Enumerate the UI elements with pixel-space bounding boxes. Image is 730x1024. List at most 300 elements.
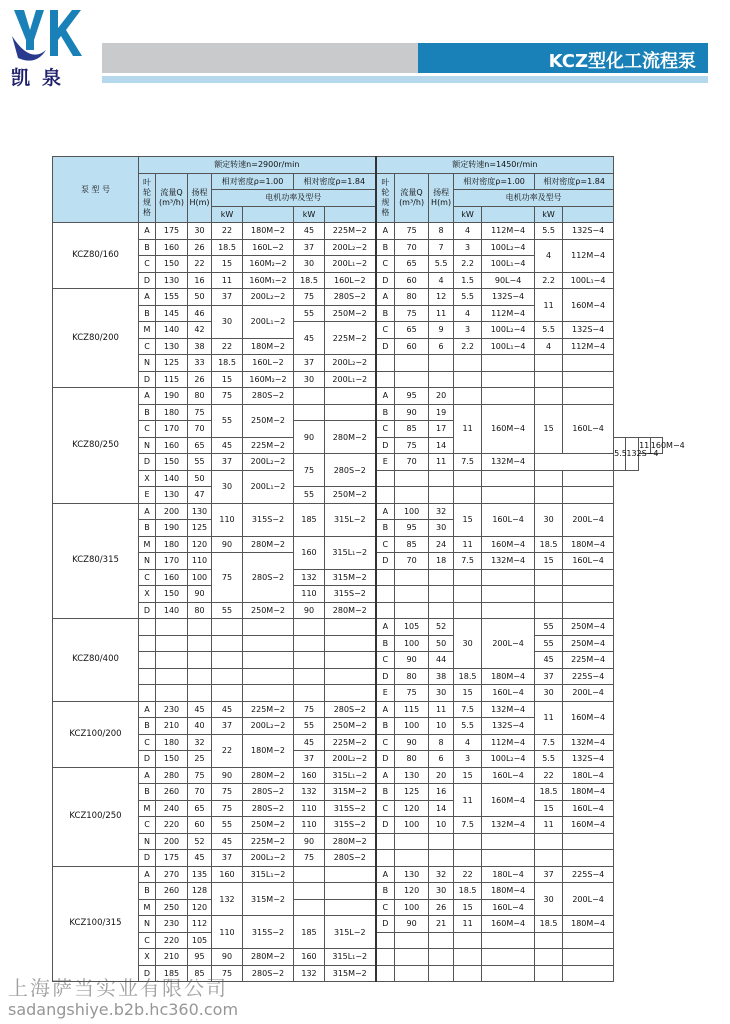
table-cell: 60 <box>395 338 429 355</box>
table-cell: 80 <box>395 668 429 685</box>
table-cell <box>482 355 535 372</box>
table-cell: 280M−2 <box>325 421 376 454</box>
table-cell: 8 <box>429 223 454 240</box>
header-underline <box>102 76 708 83</box>
table-cell: 120 <box>395 800 429 817</box>
table-cell: 11 <box>535 817 563 834</box>
table-cell: 160M₂−2 <box>243 256 294 273</box>
table-cell <box>429 487 454 504</box>
table-cell: B <box>376 239 395 256</box>
table-cell: 100L₂−4 <box>482 322 535 339</box>
table-cell <box>429 371 454 388</box>
table-cell: 280S−2 <box>243 800 294 817</box>
table-cell: 250M−2 <box>325 718 376 735</box>
table-cell: 26 <box>188 239 212 256</box>
table-cell: 75 <box>294 850 325 867</box>
table-cell: 95 <box>395 520 429 537</box>
table-row <box>53 536 663 553</box>
table-cell: 75 <box>212 800 243 817</box>
table-cell: 112M−4 <box>482 734 535 751</box>
table-cell: M <box>139 536 156 553</box>
table-cell: 125 <box>395 784 429 801</box>
table-cell: 225S−4 <box>563 668 614 685</box>
table-cell <box>482 602 535 619</box>
table-cell: B <box>376 305 395 322</box>
table-cell: 90 <box>294 421 325 454</box>
table-cell: D <box>376 817 395 834</box>
table-cell: 45 <box>294 322 325 355</box>
model-cell: KCZ100/315 <box>53 866 139 982</box>
table-cell: 75 <box>212 553 243 603</box>
table-cell: 225M−2 <box>325 223 376 240</box>
table-cell: 50 <box>188 289 212 306</box>
table-cell: B <box>139 404 156 421</box>
table-cell: 22 <box>535 767 563 784</box>
table-cell: B <box>376 718 395 735</box>
table-cell: 30 <box>429 685 454 702</box>
table-cell: 110 <box>212 916 243 949</box>
col-header-impeller: 叶 轮 规 格 <box>376 173 395 223</box>
table-cell: 55 <box>294 487 325 504</box>
table-cell: 150 <box>156 256 188 273</box>
table-cell: X <box>139 470 156 487</box>
table-cell: 200L₂−2 <box>243 454 294 471</box>
table-cell <box>188 652 212 669</box>
table-cell: 55 <box>535 619 563 636</box>
table-cell: 115 <box>156 371 188 388</box>
table-cell: 180M−4 <box>563 536 614 553</box>
table-cell <box>482 965 535 982</box>
table-cell: 60 <box>395 272 429 289</box>
table-cell: 80 <box>188 602 212 619</box>
table-cell: 280M−2 <box>243 949 294 966</box>
table-row <box>53 239 663 256</box>
table-cell: 250M−2 <box>243 404 294 437</box>
table-cell <box>429 586 454 603</box>
col-header-kw: kW <box>294 206 325 223</box>
table-cell: 200L₁−2 <box>325 371 376 388</box>
table-cell: 180M−2 <box>243 734 294 767</box>
table-cell: 30 <box>212 305 243 338</box>
table-cell: 7 <box>429 239 454 256</box>
table-cell <box>376 850 395 867</box>
table-cell: A <box>376 767 395 784</box>
table-cell: 160M−4 <box>563 817 614 834</box>
table-cell: 132 <box>212 883 243 916</box>
table-cell: 90 <box>212 767 243 784</box>
table-cell: 132S−4 <box>482 718 535 735</box>
table-cell: 125 <box>188 520 212 537</box>
table-cell <box>535 355 563 372</box>
table-cell: B <box>376 520 395 537</box>
table-cell <box>429 355 454 372</box>
table-cell: 100 <box>188 569 212 586</box>
table-cell: 130 <box>188 503 212 520</box>
table-cell: D <box>139 965 156 982</box>
table-cell: 110 <box>294 817 325 834</box>
table-cell: N <box>139 833 156 850</box>
table-cell: 11 <box>535 289 563 322</box>
table-cell: 18.5 <box>294 272 325 289</box>
table-row <box>53 916 663 933</box>
table-cell <box>376 487 395 504</box>
table-cell: 11 <box>454 404 482 454</box>
table-cell: 70 <box>395 239 429 256</box>
table-cell <box>429 932 454 949</box>
table-cell <box>563 949 614 966</box>
table-cell: 80 <box>188 388 212 405</box>
table-cell: 90 <box>395 404 429 421</box>
model-cell: KCZ80/400 <box>53 619 139 702</box>
table-cell: 225M−2 <box>243 833 294 850</box>
table-cell: C <box>376 652 395 669</box>
table-cell: C <box>139 734 156 751</box>
table-cell: 30 <box>535 685 563 702</box>
table-cell: 110 <box>294 800 325 817</box>
table-cell: 15 <box>454 685 482 702</box>
table-cell: 140 <box>156 602 188 619</box>
table-cell: 200L₁−2 <box>243 305 294 338</box>
table-cell: 200L₂−2 <box>325 355 376 372</box>
table-cell <box>454 850 482 867</box>
table-cell: 11 <box>429 454 454 471</box>
table-cell: A <box>139 223 156 240</box>
table-cell: 12 <box>429 289 454 306</box>
table-cell: M <box>139 899 156 916</box>
table-cell: 75 <box>395 223 429 240</box>
table-cell: 25 <box>188 751 212 768</box>
table-cell: 1.5 <box>454 272 482 289</box>
table-cell: C <box>376 734 395 751</box>
table-cell: 30 <box>535 503 563 536</box>
table-cell: 180 <box>156 734 188 751</box>
model-cell: KCZ80/160 <box>53 223 139 289</box>
table-cell: 200L₂−2 <box>243 289 294 306</box>
table-cell: 170 <box>156 553 188 570</box>
table-cell: 15 <box>535 800 563 817</box>
table-cell: 200L−4 <box>482 619 535 669</box>
table-row <box>53 371 663 388</box>
table-cell: 15 <box>535 553 563 570</box>
table-cell: 52 <box>188 833 212 850</box>
table-cell <box>243 668 294 685</box>
table-cell: 45 <box>294 734 325 751</box>
table-cell <box>294 635 325 652</box>
table-cell <box>454 602 482 619</box>
table-row <box>53 652 663 669</box>
table-cell: B <box>376 883 395 900</box>
table-cell: 37 <box>535 866 563 883</box>
table-cell: 280S−2 <box>243 784 294 801</box>
table-cell: 185 <box>294 916 325 949</box>
table-cell <box>429 602 454 619</box>
table-cell: 45 <box>212 437 243 454</box>
table-cell: 18.5 <box>454 668 482 685</box>
table-cell: 130 <box>156 338 188 355</box>
table-cell: 220 <box>156 817 188 834</box>
table-cell: D <box>376 668 395 685</box>
table-cell: 230 <box>156 916 188 933</box>
table-cell: 210 <box>156 949 188 966</box>
table-cell: A <box>139 866 156 883</box>
table-cell: B <box>139 305 156 322</box>
table-cell <box>325 668 376 685</box>
table-cell <box>563 932 614 949</box>
table-cell: D <box>376 751 395 768</box>
table-cell: 175 <box>156 223 188 240</box>
table-cell <box>563 470 614 487</box>
table-cell: 100 <box>395 718 429 735</box>
table-cell: 160M₂−2 <box>243 371 294 388</box>
table-cell: D <box>139 454 156 471</box>
table-cell: 18.5 <box>535 536 563 553</box>
table-cell <box>294 866 325 883</box>
table-cell: 4 <box>454 305 482 322</box>
table-cell: 180M−2 <box>243 223 294 240</box>
table-cell <box>395 949 429 966</box>
table-cell <box>325 652 376 669</box>
table-cell <box>454 949 482 966</box>
table-cell: 132M−4 <box>482 701 535 718</box>
table-row <box>53 355 663 372</box>
table-cell: 18.5 <box>535 784 563 801</box>
table-cell: 112M−4 <box>563 338 614 355</box>
table-cell: A <box>376 866 395 883</box>
table-row <box>53 883 663 900</box>
table-cell: 180 <box>156 536 188 553</box>
table-cell: 240 <box>156 800 188 817</box>
table-cell: 21 <box>429 916 454 933</box>
table-cell <box>188 619 212 636</box>
table-cell: 65 <box>188 437 212 454</box>
table-cell: 18.5 <box>212 355 243 372</box>
table-cell: 15 <box>212 256 243 273</box>
table-cell <box>294 388 325 405</box>
table-cell <box>535 569 563 586</box>
table-cell: 55 <box>212 602 243 619</box>
table-cell <box>563 833 614 850</box>
table-cell <box>535 850 563 867</box>
table-cell <box>482 949 535 966</box>
table-cell: C <box>376 256 395 273</box>
table-cell: 145 <box>156 305 188 322</box>
table-cell: 70 <box>188 784 212 801</box>
col-header-density-1: 相对密度ρ=1.00 <box>212 173 294 190</box>
table-cell: 30 <box>429 883 454 900</box>
col-header-kw: kW <box>535 206 563 223</box>
table-cell: 115 <box>395 701 429 718</box>
table-cell <box>294 685 325 702</box>
table-cell: 18 <box>429 553 454 570</box>
model-cell: KCZ80/315 <box>53 503 139 619</box>
table-cell <box>563 355 614 372</box>
table-cell: 180 <box>156 404 188 421</box>
table-cell: 315L₁−2 <box>325 767 376 784</box>
table-cell: 160L−2 <box>325 272 376 289</box>
table-cell: 160L−2 <box>243 355 294 372</box>
table-cell: 250 <box>156 899 188 916</box>
table-cell: 132M−4 <box>482 553 535 570</box>
col-header-head: 扬程 H(m) <box>429 173 454 223</box>
table-cell: 225M−2 <box>325 734 376 751</box>
table-cell <box>454 487 482 504</box>
table-cell: 190 <box>156 388 188 405</box>
table-cell: 11 <box>212 272 243 289</box>
table-cell: 132S−4 <box>626 437 638 470</box>
table-cell: 30 <box>294 256 325 273</box>
table-cell <box>563 965 614 982</box>
table-cell: 8 <box>429 734 454 751</box>
table-cell: 2.2 <box>454 338 482 355</box>
table-cell <box>212 668 243 685</box>
table-cell <box>535 932 563 949</box>
table-cell: 260 <box>156 784 188 801</box>
table-cell: 135 <box>188 866 212 883</box>
table-cell: D <box>139 272 156 289</box>
table-row <box>53 866 663 883</box>
col-header-impeller: 叶 轮 规 格 <box>139 173 156 223</box>
col-header-motor: 电机功率及型号 <box>212 190 376 207</box>
table-cell: 90 <box>395 916 429 933</box>
table-cell: 150 <box>156 586 188 603</box>
table-cell <box>395 965 429 982</box>
table-cell <box>139 635 156 652</box>
table-row <box>53 454 663 471</box>
table-cell: 4 <box>535 338 563 355</box>
table-cell: C <box>139 569 156 586</box>
table-cell: B <box>139 883 156 900</box>
table-cell: 7.5 <box>454 817 482 834</box>
table-cell: 280M−2 <box>243 536 294 553</box>
table-cell: C <box>139 256 156 273</box>
table-row <box>53 503 663 520</box>
table-cell <box>563 371 614 388</box>
table-cell: 175 <box>156 850 188 867</box>
table-cell: 112 <box>188 916 212 933</box>
table-cell: 160L−2 <box>243 239 294 256</box>
table-cell: 185 <box>156 965 188 982</box>
table-cell: 44 <box>429 652 454 669</box>
table-cell: 15 <box>212 371 243 388</box>
table-cell: 130 <box>395 866 429 883</box>
table-cell: B <box>139 520 156 537</box>
table-cell: D <box>376 272 395 289</box>
table-cell: 80 <box>395 289 429 306</box>
table-cell: 315L₁−2 <box>325 949 376 966</box>
table-cell: 200 <box>156 833 188 850</box>
table-cell: 11 <box>454 916 482 933</box>
col-header-kw: kW <box>212 206 243 223</box>
table-cell: 3 <box>454 239 482 256</box>
table-cell <box>139 619 156 636</box>
table-cell: 4 <box>429 272 454 289</box>
table-cell <box>188 685 212 702</box>
table-cell <box>429 949 454 966</box>
table-cell: 160L−4 <box>482 899 535 916</box>
table-cell: A <box>139 767 156 784</box>
table-cell: 90 <box>294 833 325 850</box>
table-cell: 260 <box>156 883 188 900</box>
table-cell: B <box>376 635 395 652</box>
table-cell: 210 <box>156 718 188 735</box>
table-cell: 11 <box>454 784 482 817</box>
table-cell: 11 <box>535 701 563 734</box>
table-cell: 90 <box>395 734 429 751</box>
table-cell: 160L−4 <box>563 553 614 570</box>
table-cell: A <box>376 223 395 240</box>
table-cell: 200L₁−2 <box>243 470 294 503</box>
table-cell <box>376 932 395 949</box>
table-cell: 100L₂−4 <box>482 239 535 256</box>
table-cell: 180M−4 <box>563 916 614 933</box>
table-cell <box>482 833 535 850</box>
table-row <box>53 586 663 603</box>
table-cell: A <box>376 388 395 405</box>
table-cell: 280M−2 <box>243 767 294 784</box>
watermark-url: sadangshiye.b2b.hc360.com <box>8 1000 239 1019</box>
table-cell: E <box>376 685 395 702</box>
col-header-model: 泵 型 号 <box>53 157 139 223</box>
table-row <box>53 272 663 289</box>
table-cell: 100L₁−4 <box>482 338 535 355</box>
page-title: KCZ型化工流程泵 <box>548 51 696 72</box>
table-cell <box>482 569 535 586</box>
table-cell: B <box>139 784 156 801</box>
table-cell: D <box>139 751 156 768</box>
table-cell: 280S−2 <box>325 701 376 718</box>
table-cell: 40 <box>188 718 212 735</box>
table-row <box>53 289 663 306</box>
table-cell: 125 <box>156 355 188 372</box>
table-cell <box>156 635 188 652</box>
table-row <box>53 949 663 966</box>
table-cell: 18.5 <box>212 239 243 256</box>
table-cell: 65 <box>395 322 429 339</box>
table-cell: 32 <box>429 866 454 883</box>
table-cell: 112M−4 <box>482 223 535 240</box>
table-cell <box>243 619 294 636</box>
table-cell: 132 <box>294 569 325 586</box>
table-cell <box>429 850 454 867</box>
table-row <box>53 685 663 702</box>
table-cell: 132S−4 <box>563 751 614 768</box>
table-cell <box>325 404 376 421</box>
table-cell: 105 <box>188 932 212 949</box>
table-cell: 100 <box>395 817 429 834</box>
table-cell <box>482 487 535 504</box>
table-cell: 200L−4 <box>563 883 614 916</box>
table-cell: 37 <box>212 454 243 471</box>
table-cell <box>454 470 482 487</box>
table-cell: D <box>139 371 156 388</box>
table-row <box>53 404 663 421</box>
table-cell: 140 <box>156 322 188 339</box>
table-cell: 7.5 <box>535 734 563 751</box>
company-name: 凯泉 <box>10 67 73 89</box>
table-cell: 22 <box>188 256 212 273</box>
table-cell <box>563 388 614 405</box>
table-cell: 55 <box>294 305 325 322</box>
table-cell: 120 <box>188 899 212 916</box>
table-cell: 90L−4 <box>482 272 535 289</box>
table-cell: 160 <box>294 767 325 784</box>
table-cell: 315S−2 <box>325 586 376 603</box>
table-cell <box>454 371 482 388</box>
table-cell: 315M−2 <box>325 569 376 586</box>
table-row <box>53 388 663 405</box>
table-cell <box>294 619 325 636</box>
table-cell: 75 <box>294 454 325 487</box>
